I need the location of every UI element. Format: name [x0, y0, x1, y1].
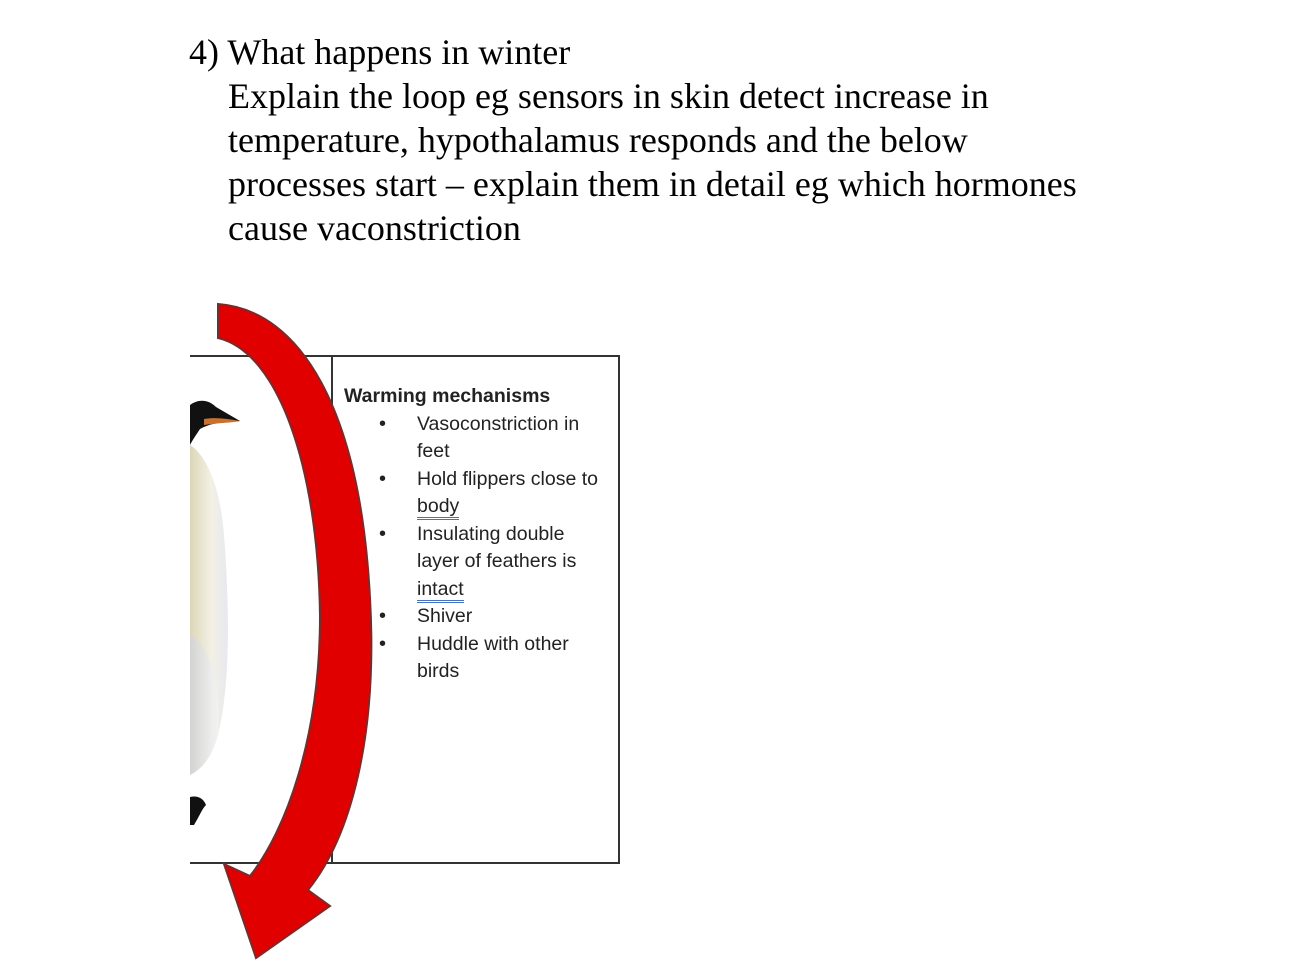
- instructions-line: processes start – explain them in detail eg which hormones: [228, 164, 1077, 204]
- list-item-line: Vasoconstriction in: [417, 412, 580, 435]
- list-item-line: layer of feathers is: [417, 550, 577, 572]
- spellcheck-underlined-word: intact: [417, 578, 464, 603]
- list-item-line: [417, 493, 607, 521]
- list-item-line: birds: [417, 660, 460, 682]
- instructions-line: temperature, hypothalamus responds and the below: [228, 120, 968, 160]
- list-item-line: Hold flippers close to: [417, 467, 599, 490]
- list-item-line: Huddle with other: [417, 632, 569, 655]
- bullet-icon: •: [379, 412, 387, 435]
- bullet-icon: •: [379, 605, 387, 627]
- bullet-icon: •: [379, 467, 387, 490]
- list-item-line: Insulating double: [417, 522, 565, 545]
- curved-arrow-icon: [210, 298, 385, 963]
- mechanisms-title: Warming mechanisms: [344, 385, 551, 407]
- question-instructions: [228, 74, 1188, 250]
- bullet-icon: •: [379, 522, 387, 545]
- spellcheck-underlined-word: body: [417, 495, 459, 520]
- list-item-line: Shiver: [417, 605, 473, 627]
- instructions-line: cause vaconstriction: [228, 208, 521, 248]
- question-heading: 4) What happens in winter: [189, 32, 571, 72]
- instructions-line: Explain the loop eg sensors in skin detect increase in: [228, 76, 989, 116]
- list-item-line: [417, 576, 607, 604]
- bullet-icon: •: [379, 632, 387, 655]
- list-item-line: feet: [417, 440, 450, 462]
